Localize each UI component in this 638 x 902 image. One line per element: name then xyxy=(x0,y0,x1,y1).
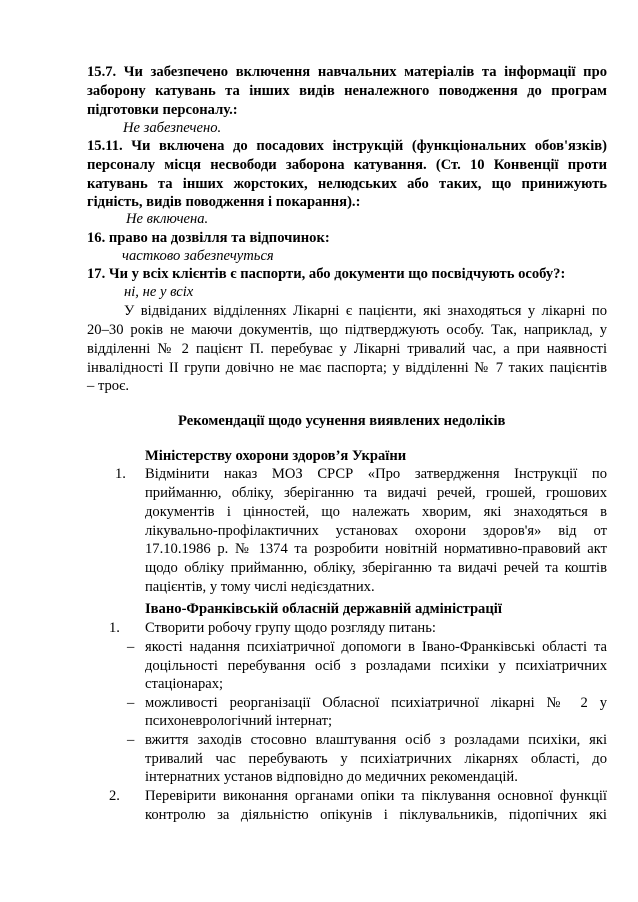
bullet-1-line-2: доцільності перебування осіб з розладами психіки у психіатричних xyxy=(145,658,607,674)
bullet-2-line-2: психоневрологічний інтернат; xyxy=(145,713,333,729)
administration-item-2-line-2: контролю за діяльністю опікунів і піклувальників, підопічних які xyxy=(145,807,607,823)
q15-7-line-1: 15.7. Чи забезпечено включення навчальних матеріалів та інформації про xyxy=(87,64,607,80)
bullet-3-line-2: тривалий час перебувають у психіатричних лікарнях області, до xyxy=(145,751,607,767)
bullet-dash: – xyxy=(127,732,135,748)
q15-7-line-2: заборону катувань та інших видів неналежного поводження до програм xyxy=(87,83,607,99)
administration-item-1-text: Створити робочу групу щодо розгляду питань: xyxy=(145,620,436,636)
bullet-3-line-3: інтернатних установ відповідно до медичних рекомендацій. xyxy=(145,769,518,785)
q17-title: 17. Чи у всіх клієнтів є паспорти, або документи що посвідчують особу?: xyxy=(87,266,566,282)
q15-7-line-3: підготовки персоналу.: xyxy=(87,102,238,118)
administration-item-2-line-1: Перевірити виконання органами опіки та піклування основної функції xyxy=(145,788,607,804)
q15-11-line-1: 15.11. Чи включена до посадових інструкцій (функціональних обов'язків) xyxy=(87,138,607,154)
administration-item-2-number: 2. xyxy=(109,788,120,804)
q17-answer: ні, не у всіх xyxy=(124,284,194,300)
q17-paragraph-line-5: – троє. xyxy=(87,378,130,394)
bullet-1-line-3: стаціонарах; xyxy=(145,676,224,692)
ministry-line-5: 17.10.1986 р. № 1374 та розробити новітній нормативно-правовий акт xyxy=(145,541,607,557)
ministry-item-number: 1. xyxy=(115,466,126,482)
q15-11-line-2: персоналу місця несвободи заборона катування. (Ст. 10 Конвенції проти xyxy=(87,157,607,173)
administration-title: Івано-Франківській обласній державній адміністрації xyxy=(145,601,502,617)
q15-7-answer: Не забезпечено. xyxy=(123,120,222,136)
ministry-title: Міністерству охорони здоров’я України xyxy=(145,448,407,464)
bullet-3-line-1: вжиття заходів стосовно влаштування осіб з розладами психіки, які xyxy=(145,732,607,748)
ministry-line-4: лікувально-профілактичних установах охорони здоров'я» від от xyxy=(145,523,607,539)
q16-title: 16. право на дозвілля та відпочинок: xyxy=(87,230,330,246)
ministry-line-6: щодо обліку прийманню, обліку, зберіганню та видачі речей та коштів xyxy=(145,560,607,576)
q15-11-answer: Не включена. xyxy=(126,211,209,227)
q17-paragraph-line-4: інвалідності ІІ групи довічно не має паспорта; у відділенні № 7 таких пацієнтів xyxy=(87,360,607,376)
q16-answer: частково забезпечуться xyxy=(122,248,274,264)
ministry-line-7: пацієнтів, у тому числі недієздатних. xyxy=(145,579,375,595)
bullet-1-line-1: якості надання психіатричної допомоги в Івано-Франківські області та xyxy=(145,639,607,655)
administration-item-1-number: 1. xyxy=(109,620,120,636)
bullet-dash: – xyxy=(127,639,135,655)
ministry-line-1: Відмінити наказ МОЗ СРСР «Про затвердження Інструкції по xyxy=(145,466,607,482)
bullet-dash: – xyxy=(127,695,135,711)
q15-11-line-3: катувань та інших жорстоких, нелюдських або таких, що принижують xyxy=(87,176,607,192)
ministry-line-3: документів і цінностей, що належать хворим, які знаходяться в xyxy=(145,504,607,520)
ministry-line-2: прийманню, обліку, зберіганню та видачі речей, грошей, грошових xyxy=(145,485,607,501)
q17-paragraph-line-2: 20–30 років не маючи документів, що підтверджують особу. Так, наприклад, у xyxy=(87,322,607,338)
q17-paragraph-line-1: У відвіданих відділеннях Лікарні є пацієнти, які знаходяться у лікарні по xyxy=(124,303,607,319)
q15-11-line-4: гідність, видів поводження і покарання).: xyxy=(87,194,361,210)
recommendations-heading: Рекомендації щодо усунення виявлених недоліків xyxy=(178,413,506,429)
bullet-2-line-1: можливості реорганізації Обласної психіатричної лікарні № 2 у xyxy=(145,695,607,711)
q17-paragraph-line-3: відділенні № 2 пацієнт П. перебуває у Лікарні тривалий час, а при наявності xyxy=(87,341,607,357)
